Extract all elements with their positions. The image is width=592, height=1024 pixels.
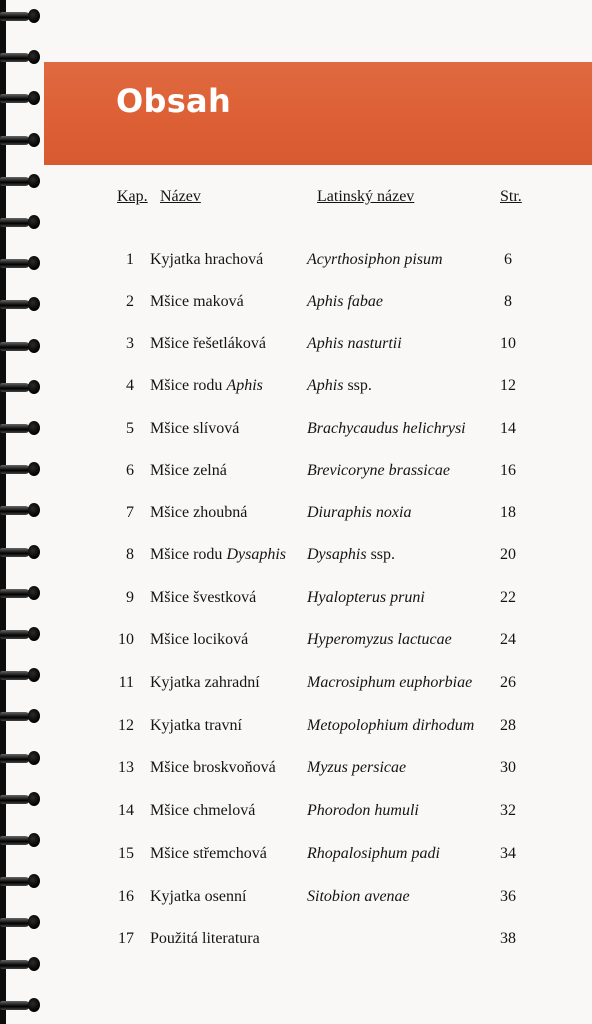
latin-name-text: Macrosiphum euphorbiae: [307, 674, 473, 691]
chapter-number: 8: [126, 546, 134, 563]
toc-row: [0, 802, 592, 826]
page-number: 32: [500, 802, 516, 819]
chapter-name: Mšice švestková: [150, 589, 257, 606]
latin-name: [307, 631, 452, 649]
chapter-name: [150, 377, 263, 395]
chapter-number: 9: [126, 589, 134, 606]
latin-name-text: Dysaphis: [307, 546, 367, 563]
latin-name-text: Aphis nasturtii: [307, 335, 402, 352]
toc-row: [0, 631, 592, 655]
chapter-name-genus: Aphis: [226, 377, 263, 394]
latin-name: [307, 377, 372, 395]
latin-name-text: Hyperomyzus lactucae: [307, 631, 452, 648]
chapter-name-genus: Dysaphis: [226, 546, 286, 563]
latin-name-text: Brevicoryne brassicae: [307, 462, 450, 479]
latin-name: [307, 888, 410, 906]
chapter-number: 11: [118, 674, 134, 691]
latin-name: [307, 293, 383, 311]
page-number: 22: [500, 589, 516, 606]
latin-name: [307, 845, 440, 863]
toc-row: [0, 420, 592, 444]
page-number: 34: [500, 845, 516, 862]
chapter-name-main: Mšice rodu: [150, 377, 223, 394]
toc-row: [0, 462, 592, 486]
latin-name-text: Rhopalosiphum padi: [307, 845, 440, 862]
page-number: 24: [500, 631, 516, 648]
chapter-name: Mšice slívová: [150, 420, 240, 437]
latin-name-text: Acyrthosiphon pisum: [307, 251, 443, 268]
toc-row: [0, 888, 592, 912]
page-title: Obsah: [116, 82, 232, 120]
chapter-number: 6: [126, 462, 134, 479]
chapter-number: 5: [126, 420, 134, 437]
toc-row: [0, 717, 592, 741]
spiral-coil: [0, 88, 44, 110]
chapter-number: 4: [126, 377, 134, 394]
latin-name-text: Hyalopterus pruni: [307, 589, 425, 606]
latin-name-text: Metopolophium dirhodum: [307, 717, 475, 734]
latin-name: [307, 462, 450, 480]
column-header-name: Název: [160, 188, 201, 205]
chapter-name: Mšice střemchová: [150, 845, 267, 862]
chapter-number: 3: [126, 335, 134, 352]
page-number: 26: [500, 674, 516, 691]
latin-name-text: Phorodon humuli: [307, 802, 419, 819]
chapter-number: 15: [118, 845, 134, 862]
chapter-name: Kyjatka osenní: [150, 888, 247, 905]
chapter-name: Mšice maková: [150, 293, 244, 310]
spiral-coil: [0, 47, 44, 69]
chapter-number: 10: [118, 631, 134, 648]
latin-name-text: Brachycaudus helichrysi: [307, 420, 466, 437]
chapter-number: 13: [118, 759, 134, 776]
page-number: 10: [500, 335, 516, 352]
toc-row: [0, 251, 592, 275]
chapter-name: Mšice zhoubná: [150, 504, 248, 521]
chapter-name: Mšice řešetláková: [150, 335, 266, 352]
page-number: 36: [500, 888, 516, 905]
page-number: 14: [500, 420, 516, 437]
toc-row: [0, 759, 592, 783]
chapter-name-main: Mšice rodu: [150, 546, 223, 563]
chapter-number: 7: [126, 504, 134, 521]
toc-row: [0, 589, 592, 613]
spiral-coil: [0, 995, 44, 1017]
latin-name: [307, 420, 466, 438]
spiral-coil: [0, 130, 44, 152]
latin-name: [307, 335, 402, 353]
page-number: 12: [500, 377, 516, 394]
chapter-name: Mšice lociková: [150, 631, 249, 648]
page-number: 28: [500, 717, 516, 734]
page-number: 38: [500, 930, 516, 947]
chapter-number: 14: [118, 802, 134, 819]
chapter-number: 12: [118, 717, 134, 734]
latin-name: [307, 759, 406, 777]
chapter-number: 2: [126, 293, 134, 310]
latin-name: [307, 251, 443, 269]
chapter-name: Mšice chmelová: [150, 802, 256, 819]
column-header-page: Str.: [500, 188, 522, 205]
page-number: 16: [500, 462, 516, 479]
chapter-name: Kyjatka travní: [150, 717, 242, 734]
column-header-chapter: Kap.: [117, 188, 148, 205]
toc-row: [0, 845, 592, 869]
latin-name: [307, 589, 425, 607]
latin-name-suffix: ssp.: [347, 377, 372, 394]
column-header-latin: Latinský název: [317, 188, 415, 205]
spiral-coil: [0, 6, 44, 28]
latin-name: [307, 674, 472, 692]
chapter-name: Mšice zelná: [150, 462, 227, 479]
chapter-name: Použitá literatura: [150, 930, 260, 947]
toc-row: [0, 504, 592, 528]
chapter-name: [150, 546, 286, 564]
chapter-name: Kyjatka zahradní: [150, 674, 260, 691]
toc-row: [0, 335, 592, 359]
latin-name: [307, 504, 411, 522]
chapter-name: Kyjatka hrachová: [150, 251, 264, 268]
page-number: 6: [504, 251, 512, 268]
spiral-coil: [0, 171, 44, 193]
chapter-number: 16: [118, 888, 134, 905]
toc-row: [0, 377, 592, 401]
spiral-coil: [0, 954, 44, 976]
page-number: 20: [500, 546, 516, 563]
latin-name-suffix: ssp.: [370, 546, 396, 563]
page-number: 18: [500, 504, 516, 521]
spiral-coil: [0, 212, 44, 234]
latin-name: [307, 546, 395, 564]
latin-name-text: Myzus persicae: [307, 759, 407, 776]
latin-name-text: Sitobion avenae: [307, 888, 410, 905]
chapter-name: Mšice broskvoňová: [150, 759, 276, 776]
latin-name-text: Aphis: [307, 377, 344, 394]
toc-row: [0, 930, 592, 954]
page-number: 30: [500, 759, 516, 776]
latin-name-text: Aphis fabae: [307, 293, 383, 310]
latin-name: [307, 717, 474, 735]
chapter-number: 1: [126, 251, 134, 268]
chapter-number: 17: [118, 930, 134, 947]
toc-row: [0, 293, 592, 317]
toc-row: [0, 674, 592, 698]
latin-name: [307, 802, 419, 820]
toc-row: [0, 546, 592, 570]
latin-name-text: Diuraphis noxia: [307, 504, 412, 521]
page-number: 8: [504, 293, 512, 310]
title-banner: [44, 62, 592, 165]
